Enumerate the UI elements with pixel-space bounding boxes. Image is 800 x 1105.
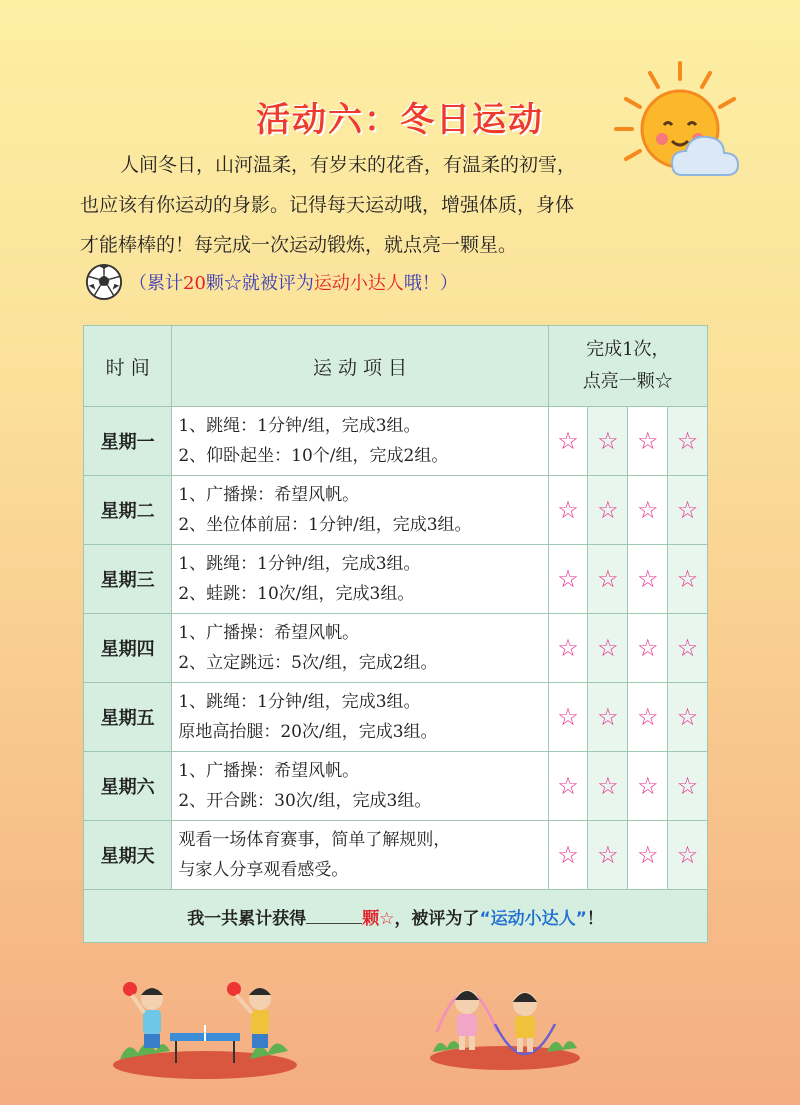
star-checkbox[interactable]: ☆: [628, 476, 668, 545]
day-cell: 星期天: [84, 821, 172, 890]
soccer-ball-icon: [85, 263, 123, 301]
table-row: [84, 407, 708, 476]
intro-line: 也应该有你运动的身影。记得每天运动哦，增强体质，身体: [80, 194, 575, 216]
star-checkbox[interactable]: ☆: [668, 683, 708, 752]
star-checkbox[interactable]: ☆: [588, 545, 628, 614]
star-checkbox[interactable]: ☆: [668, 476, 708, 545]
star-checkbox[interactable]: ☆: [548, 752, 588, 821]
exercise-line: 1、广播操：希望风帆。: [178, 485, 360, 505]
exercise-line: 2、立定跳远：5次/组，完成2组。: [178, 653, 438, 673]
intro-line: 人间冬日，山河温柔，有岁末的花香，有温柔的初雪，: [120, 154, 577, 176]
summary-prefix: 我一共累计获得: [187, 908, 307, 929]
exercise-table: [83, 325, 708, 943]
day-cell: 星期二: [84, 476, 172, 545]
star-checkbox[interactable]: ☆: [628, 821, 668, 890]
star-checkbox[interactable]: ☆: [668, 545, 708, 614]
exercise-cell: [172, 407, 548, 476]
star-checkbox[interactable]: ☆: [548, 476, 588, 545]
exercise-line: 1、广播操：希望风帆。: [178, 623, 360, 643]
star-checkbox[interactable]: ☆: [628, 683, 668, 752]
star-checkbox[interactable]: ☆: [548, 614, 588, 683]
star-checkbox[interactable]: ☆: [588, 407, 628, 476]
table-row: [84, 476, 708, 545]
star-checkbox[interactable]: ☆: [668, 407, 708, 476]
exercise-line: 2、仰卧起坐：10个/组，完成2组。: [178, 446, 449, 466]
star-checkbox[interactable]: ☆: [548, 821, 588, 890]
star-checkbox[interactable]: ☆: [668, 821, 708, 890]
day-cell: 星期六: [84, 752, 172, 821]
day-cell: 星期三: [84, 545, 172, 614]
exercise-line: 2、开合跳：30次/组，完成3组。: [178, 791, 432, 811]
summary-unit: 颗☆: [362, 908, 395, 929]
table-header-row: [84, 326, 708, 407]
exercise-cell: [172, 683, 548, 752]
exercise-line: 2、坐位体前屈：1分钟/组，完成3组。: [178, 515, 472, 535]
summary-highlight: “运动小达人”: [479, 908, 587, 929]
header-time: 时 间: [84, 326, 172, 407]
star-checkbox[interactable]: ☆: [588, 752, 628, 821]
summary-line: [84, 890, 708, 943]
day-cell: 星期一: [84, 407, 172, 476]
exercise-line: 2、蛙跳：10次/组，完成3组。: [178, 584, 415, 604]
header-done: [548, 326, 707, 407]
note-count: 20: [183, 273, 206, 294]
page-title: 活动六：冬日运动: [256, 100, 544, 140]
exercise-cell: [172, 476, 548, 545]
table-row: [84, 683, 708, 752]
star-checkbox[interactable]: ☆: [588, 821, 628, 890]
exercise-cell: [172, 614, 548, 683]
star-count-blank[interactable]: [306, 909, 362, 924]
exercise-line: 观看一场体育赛事，简单了解规则，: [178, 830, 451, 850]
star-checkbox[interactable]: ☆: [548, 545, 588, 614]
table-row: [84, 614, 708, 683]
exercise-line: 原地高抬腿：20次/组，完成3组。: [178, 722, 438, 742]
star-checkbox[interactable]: ☆: [548, 683, 588, 752]
day-cell: 星期五: [84, 683, 172, 752]
exercise-line: 1、跳绳：1分钟/组，完成3组。: [178, 554, 421, 574]
intro-paragraph: [80, 145, 700, 265]
star-checkbox[interactable]: ☆: [628, 545, 668, 614]
day-cell: 星期四: [84, 614, 172, 683]
exercise-line: 1、广播操：希望风帆。: [178, 761, 360, 781]
ping-pong-kids-illustration: [110, 975, 300, 1080]
exercise-line: 与家人分享观看感受。: [178, 860, 349, 880]
intro-line: 才能棒棒的！每完成一次运动锻炼，就点亮一颗星。: [80, 234, 518, 256]
note-prefix: （累计: [129, 273, 183, 294]
star-checkbox[interactable]: ☆: [548, 407, 588, 476]
exercise-cell: [172, 821, 548, 890]
table-row: [84, 821, 708, 890]
table-row: [84, 752, 708, 821]
note-highlight: 运动小达人: [313, 273, 404, 294]
summary-suffix: ！: [586, 908, 604, 929]
note-middle: 颗☆就被评为: [205, 273, 314, 294]
goal-note: [85, 262, 458, 302]
exercise-line: 1、跳绳：1分钟/组，完成3组。: [178, 692, 421, 712]
table-footer-row: [84, 890, 708, 943]
header-done-line2: 点亮一颗☆: [582, 371, 673, 392]
summary-middle: ，被评为了: [394, 908, 480, 929]
header-items: 运 动 项 目: [172, 326, 548, 407]
exercise-line: 1、跳绳：1分钟/组，完成3组。: [178, 416, 421, 436]
star-checkbox[interactable]: ☆: [588, 614, 628, 683]
note-suffix: 哦！）: [403, 273, 458, 294]
exercise-cell: [172, 752, 548, 821]
star-checkbox[interactable]: ☆: [588, 683, 628, 752]
jump-rope-kids-illustration: [425, 962, 585, 1072]
header-done-line1: 完成1次，: [586, 339, 670, 360]
star-checkbox[interactable]: ☆: [628, 614, 668, 683]
star-checkbox[interactable]: ☆: [588, 476, 628, 545]
exercise-cell: [172, 545, 548, 614]
star-checkbox[interactable]: ☆: [668, 752, 708, 821]
star-checkbox[interactable]: ☆: [628, 407, 668, 476]
star-checkbox[interactable]: ☆: [628, 752, 668, 821]
table-row: [84, 545, 708, 614]
star-checkbox[interactable]: ☆: [668, 614, 708, 683]
